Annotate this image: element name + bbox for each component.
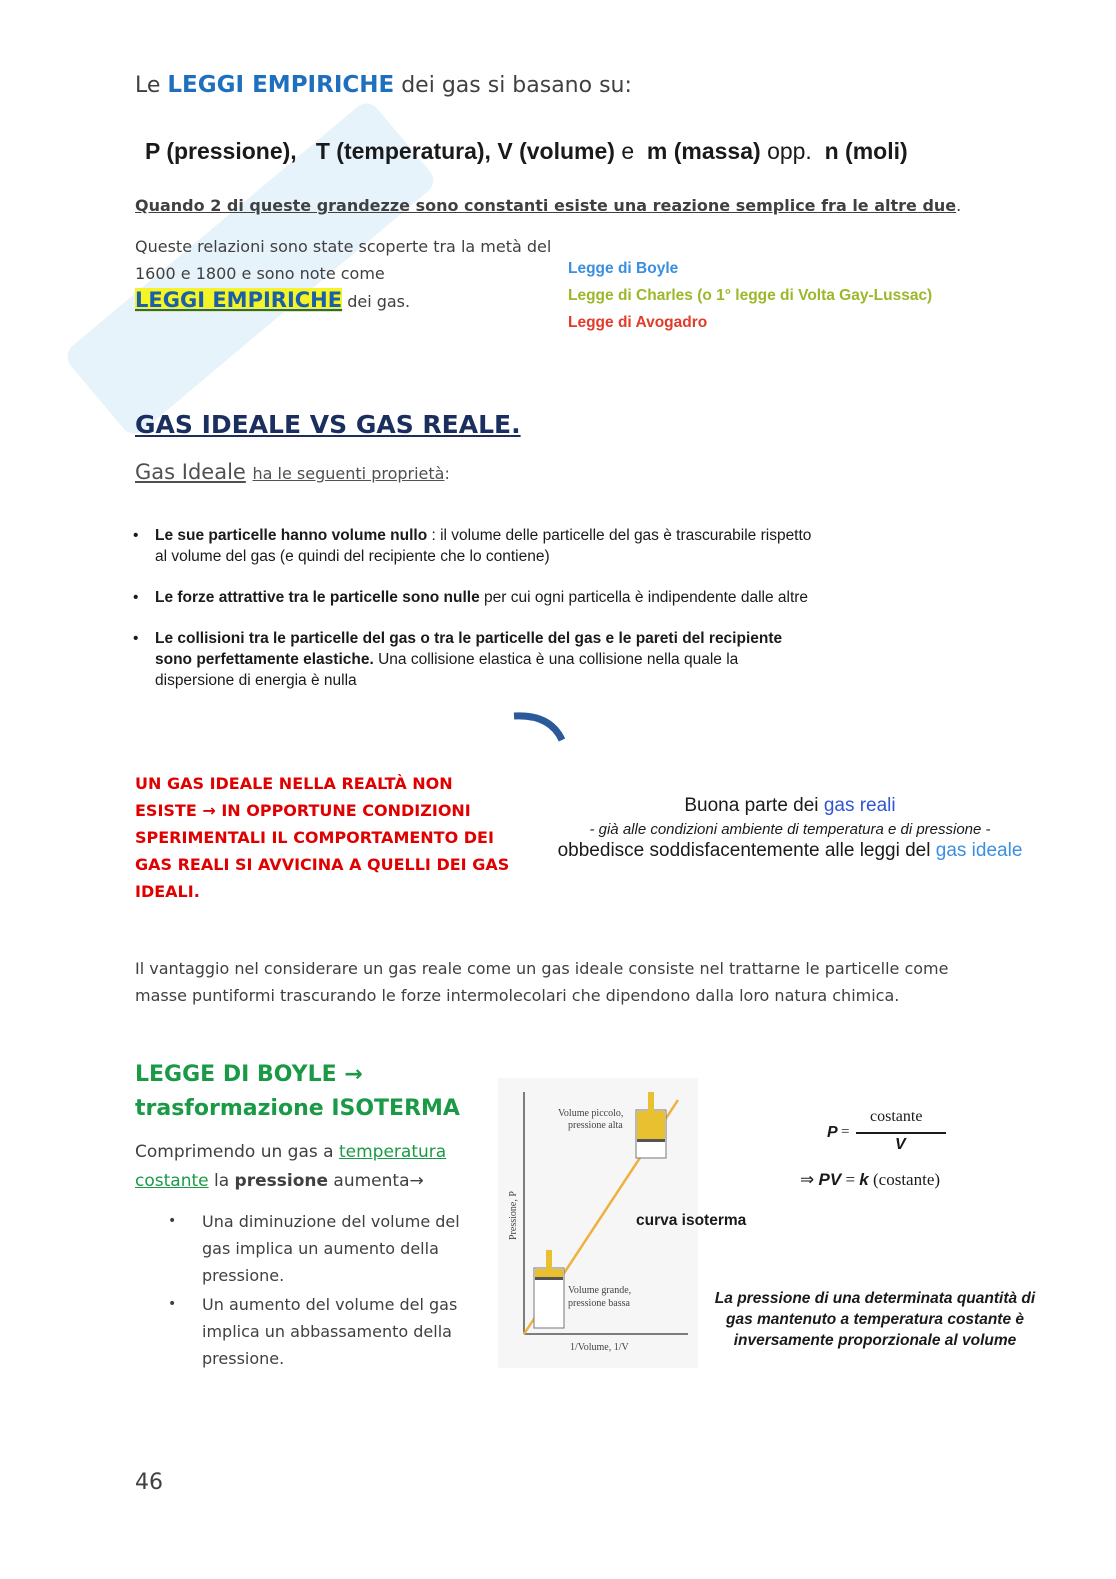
law-avogadro: Legge di Avogadro — [568, 314, 708, 331]
boyle-desc-mid: la — [214, 1171, 230, 1191]
advantage-paragraph: Il vantaggio nel considerare un gas reale come un gas ideale consiste nel trattarne le particelle come masse puntiformi trascurando le forze intermolecolari che dipendono dalla loro natura chimica. — [135, 959, 949, 1005]
boyle-description — [135, 1138, 465, 1196]
graph-top-label-1: Volume piccolo, — [558, 1108, 624, 1119]
var-or: opp. — [767, 138, 812, 164]
constant-rule-end: . — [956, 196, 962, 215]
intro-prefix: Le — [135, 73, 161, 98]
laws-list — [568, 255, 932, 336]
boyle-bullets — [168, 1208, 468, 1374]
real-gas-line-3 — [525, 840, 1055, 862]
piston-small-rod — [648, 1092, 654, 1111]
graph-bottom-label-2: pressione bassa — [568, 1298, 630, 1309]
piston-large-head — [535, 1269, 563, 1277]
boyle-bullet-text: Un aumento del volume del gas implica un abbassamento della pressione. — [202, 1295, 458, 1368]
curved-arrow-path — [514, 716, 562, 740]
var-t: T (temperatura), — [315, 138, 491, 164]
boyle-desc-prefix: Comprimendo un gas a — [135, 1142, 334, 1162]
ideal-gas-properties — [133, 525, 813, 711]
property-bold: Le forze attrattive tra le particelle sono nulle — [155, 589, 480, 606]
formula-k-note: (costante) — [873, 1170, 941, 1189]
boyle-title — [135, 1058, 460, 1126]
intro-highlight: LEGGI EMPIRICHE — [167, 72, 395, 98]
boyle-desc-bold: pressione — [234, 1171, 329, 1191]
boyle-desc-end: aumenta→ — [333, 1171, 424, 1191]
formula-k: k — [859, 1170, 869, 1189]
implies-icon: ⇒ — [800, 1170, 815, 1189]
property-bold: Le collisioni tra le particelle del gas o tra le particelle del gas e le pareti del recipiente sono perfettamente elastiche. — [155, 630, 783, 668]
constant-rule — [135, 196, 961, 215]
bullet-icon: • — [133, 630, 139, 647]
formula-denominator: V — [895, 1136, 906, 1153]
formula-pv: PV — [818, 1170, 842, 1189]
law-charles: Legge di Charles (o 1° legge di Volta Gay-Lussac) — [568, 287, 933, 304]
property-bold: Le sue particelle hanno volume nullo — [155, 527, 428, 544]
property-text: : il volume delle particelle del gas è trascurabile rispetto al volume del gas (e quindi del recipiente che lo contiene) — [155, 527, 812, 565]
bullet-icon: • — [133, 589, 139, 606]
var-p: P (pressione), — [145, 138, 297, 164]
bullet-icon: • — [168, 1213, 177, 1229]
intro-suffix: dei gas si basano su: — [401, 73, 632, 98]
var-and: e — [621, 138, 635, 164]
ideal-head-colon: : — [444, 464, 450, 483]
curved-arrow-icon — [510, 708, 570, 744]
law-boyle: Legge di Boyle — [568, 260, 679, 277]
real-gas-line-2: - già alle condizioni ambiente di temperatura e di pressione - — [589, 821, 991, 838]
curve-label: curva isoterma — [636, 1212, 747, 1229]
piston-large-rod — [546, 1250, 552, 1269]
property-text: per cui ogni particella è indipendente dalle altre — [479, 589, 809, 606]
real-gas-link: gas reali — [823, 795, 896, 816]
list-item — [168, 1208, 468, 1289]
constant-rule-text: Quando 2 di queste grandezze sono constanti esiste una reazione semplice fra le altre due — [135, 196, 957, 215]
piston-large-seal — [535, 1277, 563, 1280]
section-title: GAS IDEALE VS GAS REALE. — [135, 410, 521, 439]
real-gas-line-1 — [525, 795, 1055, 817]
piston-small-seal — [637, 1139, 665, 1142]
real-l3-prefix: obbedisce soddisfacentemente alle leggi del — [557, 840, 931, 861]
property-item — [133, 628, 813, 691]
bullet-icon: • — [133, 527, 139, 544]
formula-eq: = — [841, 1124, 850, 1140]
discovery-text: Queste relazioni sono state scoperte tra la metà del 1600 e 1800 e sono note come — [135, 237, 552, 283]
ideal-gas-warning: UN GAS IDEALE NELLA REALTÀ NON ESISTE → IN OPPORTUNE CONDIZIONI SPERIMENTALI IL COMPORTAMENTO DEI GAS REALI SI AVVICINA A QUELLI DEI GAS IDEALI. — [135, 774, 510, 901]
property-text: Una collisione elastica è una collisione nella quale la dispersione di energia è nulla — [155, 651, 739, 689]
formula-numerator: costante — [870, 1108, 923, 1125]
piston-small-head — [637, 1111, 665, 1139]
formula-p: P — [827, 1124, 838, 1141]
var-m: m (massa) — [646, 138, 761, 164]
ideal-head-rest: ha le seguenti proprietà — [252, 464, 445, 483]
formula-second-line — [800, 1170, 940, 1190]
var-v: V (volume) — [497, 138, 615, 164]
fraction-bar — [856, 1132, 946, 1134]
graph-top-label-2: pressione alta — [568, 1120, 623, 1131]
graph-x-label: 1/Volume, 1/V — [570, 1342, 629, 1353]
list-item — [168, 1291, 468, 1372]
formula-eq-2: = — [845, 1170, 856, 1189]
page-number: 46 — [135, 1470, 163, 1495]
ideal-head-main: Gas Ideale — [135, 460, 246, 484]
ideal-gas-heading — [135, 460, 450, 484]
boyle-title-line-2: trasformazione ISOTERMA — [135, 1096, 460, 1121]
real-gas-note — [525, 795, 1055, 862]
variables-line — [145, 138, 908, 165]
discovery-paragraph — [135, 233, 555, 315]
var-n: n (moli) — [824, 138, 908, 164]
graph-bottom-label-1: Volume grande, — [568, 1285, 632, 1296]
intro-line — [135, 72, 632, 98]
graph-y-label: Pressione, P — [508, 1191, 519, 1240]
property-item — [133, 525, 813, 567]
boyle-statement: La pressione di una determinata quantità di gas mantenuto a temperatura costante è inversamente proporzionale al volume — [714, 1290, 1036, 1349]
boyle-bullet-text: Una diminuzione del volume del gas implica un aumento della pressione. — [202, 1212, 460, 1285]
real-l1-prefix: Buona parte dei — [684, 795, 819, 816]
boyle-title-line-1: LEGGE DI BOYLE → — [135, 1062, 363, 1087]
property-item — [133, 587, 813, 608]
bullet-icon: • — [168, 1296, 177, 1312]
boyle-desc-link: temperatura costante — [135, 1142, 447, 1191]
discovery-suffix: dei gas. — [347, 292, 411, 311]
discovery-highlight: LEGGI EMPIRICHE — [135, 288, 343, 312]
ideal-gas-link: gas ideale — [935, 840, 1023, 861]
